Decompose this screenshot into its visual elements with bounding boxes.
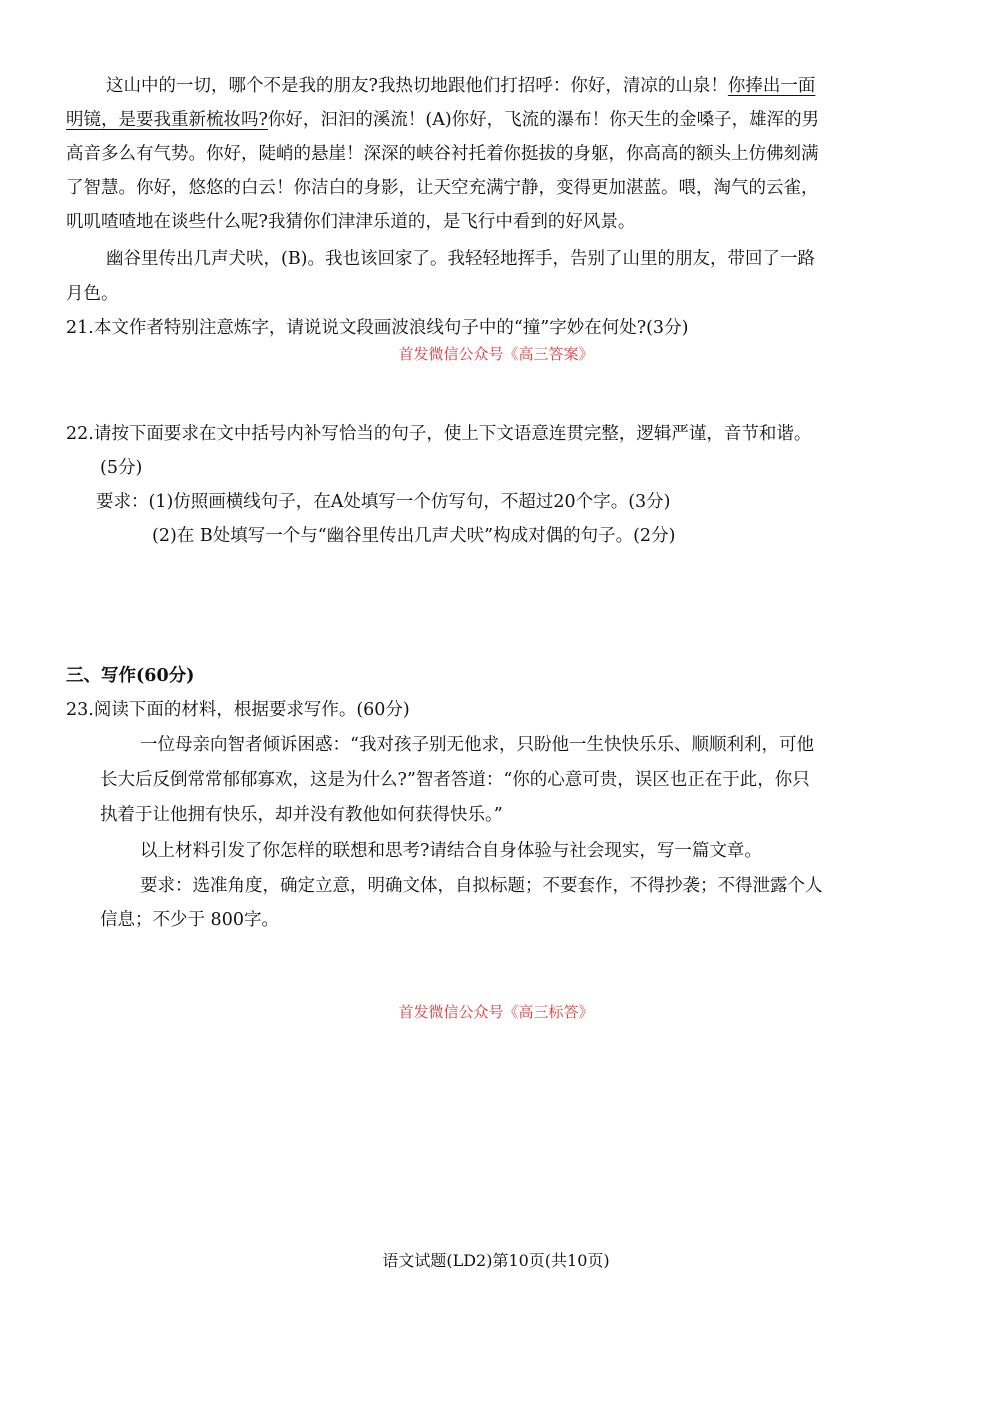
passage-line-2 xyxy=(66,108,819,132)
page-footer: 语文试题(LD2)第10页(共10页) xyxy=(382,1251,610,1270)
question-22-requirement-1: 要求：(1)仿照画横线句子，在A处填写一个仿写句，不超过20个字。(3分) xyxy=(96,492,671,512)
question-21: 21.本文作者特别注意炼字，请说说文段画波浪线句子中的“撞”字妙在何处?(3分) xyxy=(66,318,689,338)
underlined-sentence: 你捧出一面 xyxy=(727,76,816,96)
passage-line-5: 叽叽喳喳地在谈些什么呢?我猜你们津津乐道的，是飞行中看到的好风景。 xyxy=(66,212,636,232)
question-23: 23.阅读下面的材料，根据要求写作。(60分) xyxy=(66,700,410,720)
material-line-1: 一位母亲向智者倾诉困惑：“我对孩子别无他求，只盼他一生快快乐乐、顺顺利利，可他 xyxy=(140,735,814,755)
passage-text: 这山中的一切，哪个不是我的朋友?我热切地跟他们打招呼：你好，清凉的山泉！ xyxy=(106,76,728,96)
passage-line-4: 了智慧。你好，悠悠的白云！你洁白的身影，让天空充满宁静，变得更加湛蓝。喂，淘气的云雀， xyxy=(66,178,819,198)
passage-line-1 xyxy=(106,74,815,98)
passage-line-6: 幽谷里传出几声犬吠，(B)。我也该回家了。我轻轻地挥手，告别了山里的朋友，带回了一路 xyxy=(106,249,816,269)
question-22-score: (5分) xyxy=(100,458,143,478)
question-22-requirement-2: (2)在 B处填写一个与“幽谷里传出几声犬吠”构成对偶的句子。(2分) xyxy=(152,526,676,546)
prompt-line: 以上材料引发了你怎样的联想和思考?请结合自身体验与社会现实，写一篇文章。 xyxy=(140,841,762,861)
passage-line-3: 高音多么有气势。你好，陡峭的悬崖！深深的峡谷衬托着你挺拔的身躯，你高高的额头上仿佛刻满 xyxy=(66,144,819,164)
question-22: 22.请按下面要求在文中括号内补写恰当的句子，使上下文语意连贯完整，逻辑严谨，音节和谐。 xyxy=(66,424,812,444)
watermark: 首发微信公众号《高三标答》 xyxy=(398,1003,594,1021)
material-line-2: 长大后反倒常常郁郁寡欢，这是为什么?”智者答道：“你的心意可贵，误区也正在于此，你只 xyxy=(100,770,810,790)
requirement-line-2: 信息；不少于 800字。 xyxy=(100,910,279,930)
requirement-line-1: 要求：选准角度，确定立意，明确文体，自拟标题；不要套作，不得抄袭；不得泄露个人 xyxy=(140,876,823,896)
section-heading: 三、写作(60分) xyxy=(66,666,195,686)
underlined-sentence: 明镜，是要我重新梳妆吗? xyxy=(66,110,268,130)
material-line-3: 执着于让他拥有快乐，却并没有教他如何获得快乐。” xyxy=(100,805,503,825)
watermark: 首发微信公众号《高三答案》 xyxy=(398,345,594,363)
passage-line-7: 月色。 xyxy=(66,284,119,304)
passage-text: 你好，汩汩的溪流！(A)你好，飞流的瀑布！你天生的金嗓子，雄浑的男 xyxy=(267,110,820,130)
